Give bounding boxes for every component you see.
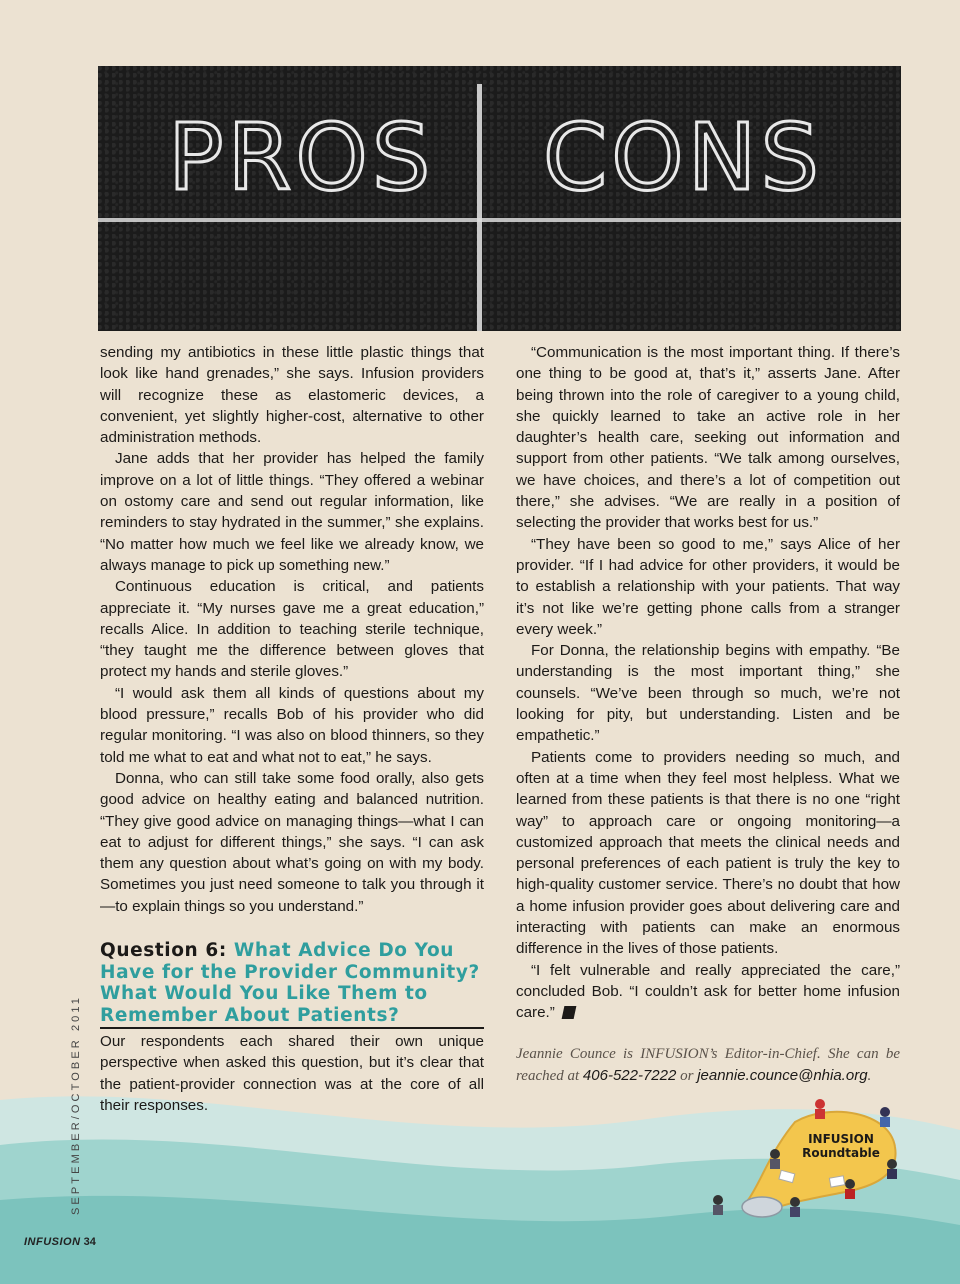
cons-chalk-text: CONS: [543, 104, 823, 211]
closing-quote: “I felt vulnerable and really appreciated the care,” concluded Bob. “I couldn’t ask for better home infusion care.”: [516, 961, 900, 1022]
byline-or: or: [676, 1067, 698, 1084]
issue-date: SEPTEMBER/OCTOBER 2011: [70, 994, 82, 1215]
chalk-vertical-line: [477, 84, 482, 331]
body-paragraph: “They have been so good to me,” says Alice of her provider. “If I had advice for other providers, it would be to establish a relationship with your patients. That way it’s not like we’re getting phone calls from a stranger every week.”: [516, 535, 900, 638]
body-paragraph: Patients come to providers needing so much, and often at a time when they feel most helpless. What we learned from these patients is that there is no one “right way” to approach care or ongoing monitoring—a customized approach that meets the clinical needs and personal preferences of each patient is truly the key to high-quality customer service. There’s no doubt that how a home infusion provider goes about delivering care and interacting with patients can make an enormous difference in the lives of those patients.: [516, 748, 900, 958]
body-paragraph: For Donna, the relationship begins with empathy. “Be understanding is the most important thing,” she counsels. “We’ve been through so much, we’re not looking for pity, but understanding. Listen and be empathetic.”: [516, 642, 900, 745]
body-paragraph: “I would ask them all kinds of questions about my blood pressure,” recalls Bob of his provider who did regular monitoring. “I was also on blood thinners, so they told me what to eat and what not to eat,” he says.: [100, 684, 484, 766]
roundtable-illustration: [700, 1092, 910, 1232]
roundtable-label-line2: Roundtable: [802, 1146, 880, 1160]
left-article-column: [100, 342, 484, 1116]
byline-text: Jeannie Counce is INFUSION’s Editor-in-Chief. She can be reached at: [516, 1045, 900, 1084]
magazine-brand: INFUSION: [24, 1236, 81, 1248]
end-mark-icon: [561, 1006, 576, 1019]
roundtable-label: [795, 1132, 887, 1160]
roundtable-label-line1: INFUSION: [808, 1132, 874, 1146]
body-paragraph: “Communication is the most important thing. If there’s one thing to be good at, that’s it,” asserts Jane. After being thrown into the role of caregiver to a young child, she quickly learned to take an active role in her daughter’s health care, seeking out information and support from other patients. “We talk among ourselves, we have choices, and there’s a lot of competition out there,” she advises. “We are really in a position of selecting the provider that works best for us.”: [516, 344, 900, 532]
body-paragraph: Continuous education is critical, and patients appreciate it. “My nurses gave me a great education,” recalls Alice. In addition to teaching sterile technique, “they taught me the difference between gloves that protect my hands and sterile gloves.”: [100, 578, 484, 681]
question-heading: [100, 940, 484, 1029]
page-number: 34: [83, 1236, 96, 1248]
question-text: What Advice Do You Have for the Provider Community? What Would You Like Them to Remember About Patients?: [100, 940, 480, 1026]
byline-period: .: [867, 1067, 872, 1084]
pros-chalk-text: PROS: [168, 104, 435, 211]
body-paragraph: Donna, who can still take some food orally, also gets good advice on healthy eating and balanced nutrition. “They give good advice on managing things—what I can eat to adjust for different things,” she says. “I can ask them any question about what’s going on with my body. Sometimes you just need someone to talk you through it—to explain things so you understand.”: [100, 769, 484, 915]
page-folio: [24, 1236, 96, 1248]
author-phone: 406-522-7222: [582, 1066, 677, 1084]
right-article-column: [516, 342, 900, 1087]
question-number: Question 6:: [100, 940, 227, 962]
chalk-horizontal-line: [98, 218, 901, 222]
roundtable-logo: [700, 1092, 910, 1232]
body-paragraph: Our respondents each shared their own unique perspective when asked this question, but it’s clear that the patient-provider connection was at the core of all their responses.: [100, 1033, 484, 1114]
pros-cons-chalkboard-photo: [98, 66, 901, 331]
body-paragraph: Jane adds that her provider has helped the family improve on a lot of little things. “They offered a webinar on ostomy care and send out regular information, like reminders to stay hydrated in the summer,” she explains. “No matter how much we feel like we already know, we always manage to pick up something new.”: [100, 450, 484, 574]
author-byline: [516, 1044, 900, 1088]
author-email-link[interactable]: jeannie.counce@nhia.org: [697, 1066, 868, 1084]
body-paragraph: [516, 960, 900, 1024]
body-paragraph: sending my antibiotics in these little plastic things that look like hand grenades,” she says. Infusion providers will recognize these as elastomeric devices, a convenient, yet slightly higher-cost, alternative to other administration methods.: [100, 344, 484, 447]
